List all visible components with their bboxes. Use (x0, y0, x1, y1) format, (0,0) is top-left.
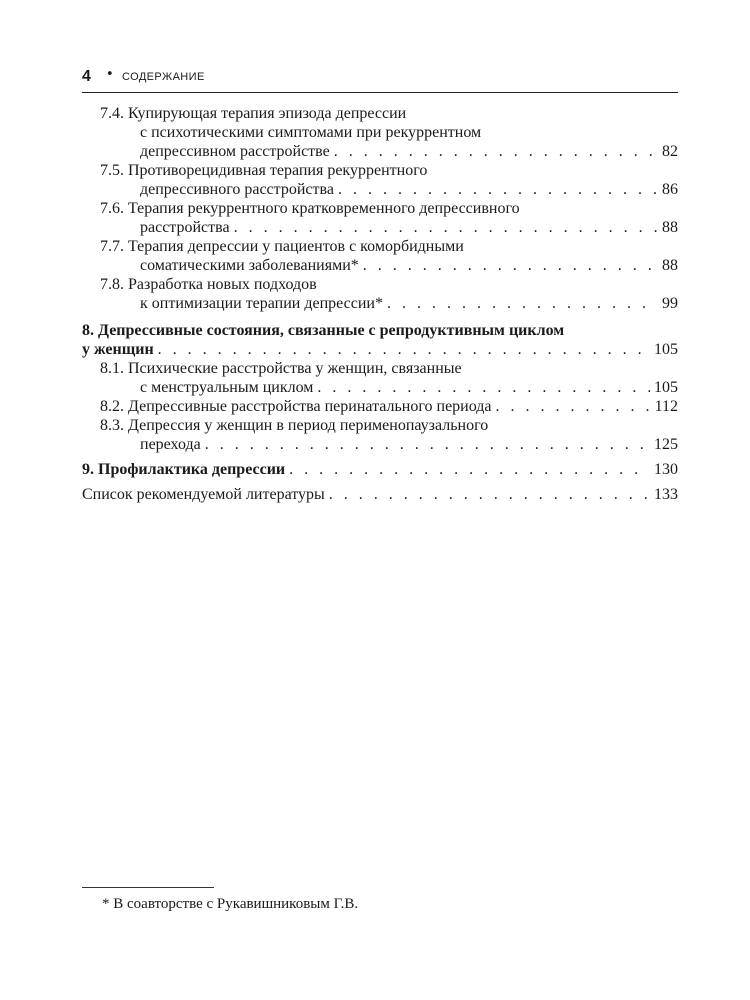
dot-leader (329, 485, 650, 504)
dot-leader (363, 256, 658, 275)
toc-entry-title-continued: с психотическими симптомами при рекуррентном (140, 124, 482, 141)
dot-leader (205, 435, 650, 454)
toc-page-number: 130 (654, 461, 678, 478)
toc-chapter-9 (82, 460, 678, 479)
toc-entry-title: 8.1. Психические расстройства у женщин, связанные (100, 360, 462, 377)
page-number: 4 (82, 68, 91, 85)
toc-entry-title-continued: депрессивном расстройстве (140, 143, 330, 160)
toc-entry-title-continued: расстройства (140, 219, 230, 236)
toc-entry-title-continued: к оптимизации терапии депрессии* (140, 295, 383, 312)
toc-entry-8-1 (82, 359, 678, 397)
toc-entry-title: 8.3. Депрессия у женщин в период перименопаузального (100, 417, 489, 434)
running-header (82, 66, 678, 93)
toc-page-number: 99 (662, 295, 678, 312)
dot-leader (317, 378, 650, 397)
dot-leader (289, 460, 650, 479)
toc-page-number: 88 (662, 219, 678, 236)
header-title: СОДЕРЖАНИЕ (122, 71, 205, 83)
toc-chapter-title: 8. Депрессивные состояния, связанные с репродуктивным циклом (82, 322, 565, 339)
dot-leader (334, 142, 658, 161)
toc-page-number: 86 (662, 181, 678, 198)
toc-page-number: 133 (654, 486, 678, 503)
toc-chapter-title-continued: у женщин (82, 341, 154, 358)
dot-leader (338, 180, 658, 199)
toc-entry-title-continued: депрессивного расстройства (140, 181, 334, 198)
toc-page-number: 105 (654, 379, 678, 396)
toc-entry-title: 7.6. Терапия рекуррентного кратковременного депрессивного (100, 200, 520, 217)
toc-entry-title-continued: с менструальным циклом (140, 379, 314, 396)
table-of-contents (82, 104, 678, 504)
toc-page-number: 125 (654, 436, 678, 453)
toc-entry-title: 7.5. Противорецидивная терапия рекуррентного (100, 162, 428, 179)
toc-entry-7-6 (82, 199, 678, 237)
toc-entry-title: 7.8. Разработка новых подходов (100, 276, 317, 293)
footnote-rule (82, 887, 214, 888)
toc-references-title: Список рекомендуемой литературы (82, 486, 325, 503)
toc-entry-title: 7.4. Купирующая терапия эпизода депрессии (100, 105, 407, 122)
section-divider (82, 313, 678, 321)
toc-entry-title: 7.7. Терапия депрессии у пациентов с коморбидными (100, 238, 464, 255)
toc-entry-title: 8.2. Депрессивные расстройства перинатального периода (100, 398, 492, 415)
toc-page-number: 88 (662, 257, 678, 274)
toc-entry-8-2 (82, 397, 678, 416)
toc-page-number: 112 (654, 398, 678, 415)
toc-chapter-8 (82, 321, 678, 359)
toc-entry-7-8 (82, 275, 678, 313)
toc-page-number: 82 (662, 143, 678, 160)
toc-entry-7-7 (82, 237, 678, 275)
dot-leader (387, 294, 658, 313)
header-bullet: • (106, 67, 114, 82)
toc-chapter-title: 9. Профилактика депрессии (82, 461, 286, 478)
footnote: * В соавторстве с Рукавишниковым Г.В. (102, 896, 359, 912)
dot-leader (496, 397, 651, 416)
toc-entry-title-continued: соматическими заболеваниями* (140, 257, 359, 274)
toc-references (82, 485, 678, 504)
toc-entry-8-3 (82, 416, 678, 454)
toc-entry-7-4 (82, 104, 678, 161)
toc-page-number: 105 (654, 341, 678, 358)
toc-entry-7-5 (82, 161, 678, 199)
toc-entry-title-continued: перехода (140, 436, 201, 453)
dot-leader (234, 218, 658, 237)
dot-leader (158, 340, 650, 359)
